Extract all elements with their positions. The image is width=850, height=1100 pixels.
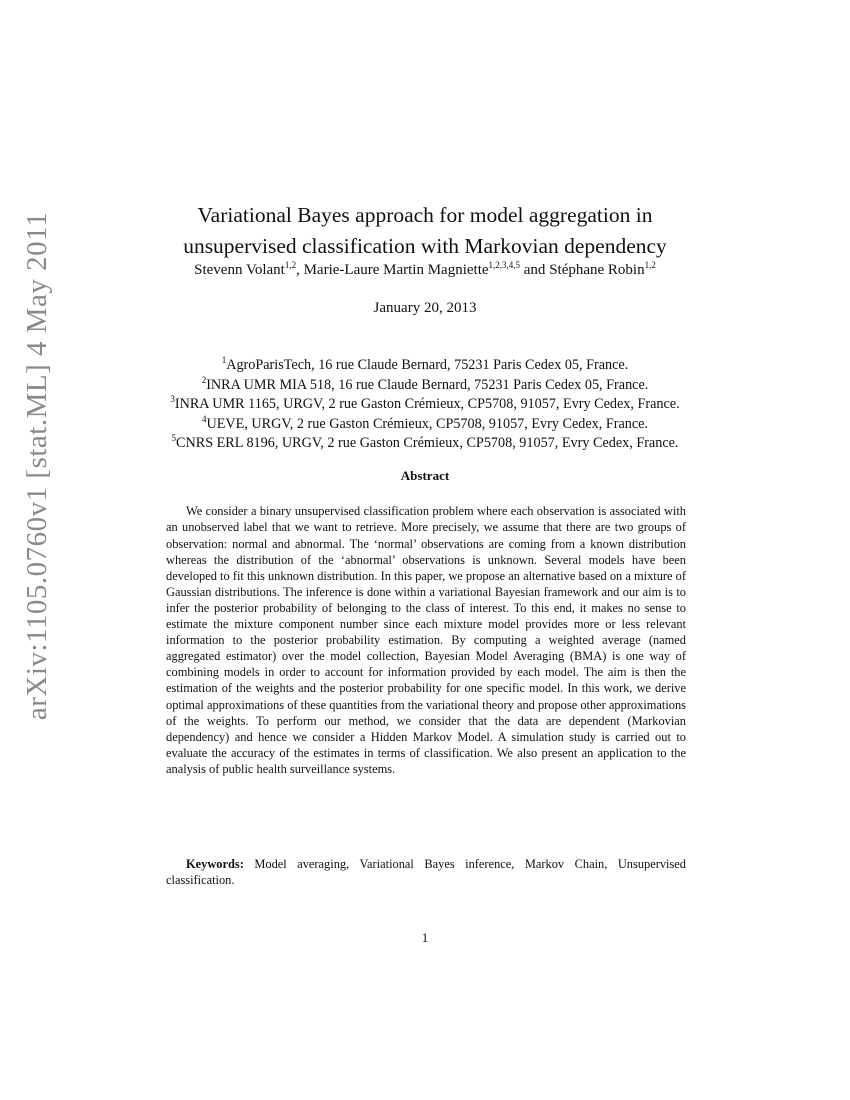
author-name: Stevenn Volant — [194, 262, 285, 278]
author-list — [100, 262, 750, 279]
title-line-2: unsupervised classification with Markovian dependency — [183, 234, 667, 259]
paper-title — [120, 200, 730, 262]
abstract-heading: Abstract — [400, 468, 450, 483]
affiliation-number: 1 — [221, 355, 227, 365]
affiliation-item — [80, 415, 770, 435]
paper-date: January 20, 2013 — [373, 300, 477, 316]
author-name: Stéphane Robin — [549, 262, 645, 278]
affiliation-item — [80, 356, 770, 376]
affiliation-item — [80, 376, 770, 396]
affiliation-number: 2 — [201, 374, 207, 385]
affiliation-number: 3 — [170, 394, 175, 405]
affiliation-number: 4 — [202, 413, 207, 424]
author-separator: and — [520, 262, 550, 278]
affiliation-item — [80, 395, 770, 415]
author-affiliation-marker: 1,2 — [284, 260, 297, 270]
affiliation-item — [80, 434, 770, 454]
keywords-text: Model averaging, Variational Bayes inference, Markov Chain, Unsupervised classification. — [166, 857, 686, 888]
affiliation-number: 5 — [171, 433, 177, 444]
arxiv-identifier-stamp: arXiv:1105.0760v1 [stat.ML] 4 May 2011 — [21, 211, 53, 721]
author-separator: , — [296, 262, 304, 278]
affiliation-text: UEVE, URGV, 2 rue Gaston Crémieux, CP5708, 91057, Evry Cedex, France. — [206, 415, 648, 432]
affiliation-text: CNRS ERL 8196, URGV, 2 rue Gaston Crémieux, CP5708, 91057, Evry Cedex, France. — [176, 435, 679, 452]
page-number: 1 — [421, 930, 429, 945]
keywords-paragraph — [166, 856, 686, 888]
author-affiliation-marker: 1,2 — [644, 260, 656, 270]
affiliation-text: AgroParisTech, 16 rue Claude Bernard, 75231 Paris Cedex 05, France. — [226, 357, 629, 373]
abstract-body: We consider a binary unsupervised classification problem where each observation is associated with an unobserved label that we want to retrieve. More precisely, we assume that there are two groups of observation: normal and abnormal. The ‘normal’ observations are coming from a known distribution whereas the distribution of the ‘abnormal’ observations is unknown. Several models have been developed to fit this unknown distribution. In this paper, we propose an alternative based on a mixture of Gaussian distributions. The inference is done within a variational Bayesian framework and our aim is to infer the posterior probability of belonging to the class of interest. To this end, it makes no sense to estimate the mixture component number since each mixture model provides more or less relevant information to the posterior probability estimation. By computing a weighted average (named aggregated estimator) over the model collection, Bayesian Model Averaging (BMA) is one way of combining models in order to account for information provided by each model. The aim is then the estimation of the weights and the posterior probability for one specific model. In this work, we derive optimal approximations of these quantities from the variational theory and propose other approximations of the weights. To perform our method, we consider that the data are dependent (Markovian dependency) and hence we consider a Hidden Markov Model. A simulation study is carried out to evaluate the accuracy of the estimates in terms of classification. We also present an application to the analysis of public health surveillance systems. — [166, 504, 686, 776]
affiliation-text: INRA UMR MIA 518, 16 rue Claude Bernard, 75231 Paris Cedex 05, France. — [206, 376, 649, 393]
author-name: Marie-Laure Martin Magniette — [303, 262, 489, 278]
keywords-label: Keywords: — [186, 857, 244, 872]
author-affiliation-marker: 1,2,3,4,5 — [488, 260, 521, 270]
title-line-1: Variational Bayes approach for model aggregation in — [197, 203, 653, 228]
affiliation-list — [80, 356, 770, 454]
affiliation-text: INRA UMR 1165, URGV, 2 rue Gaston Crémieux, CP5708, 91057, Evry Cedex, France. — [174, 396, 680, 413]
